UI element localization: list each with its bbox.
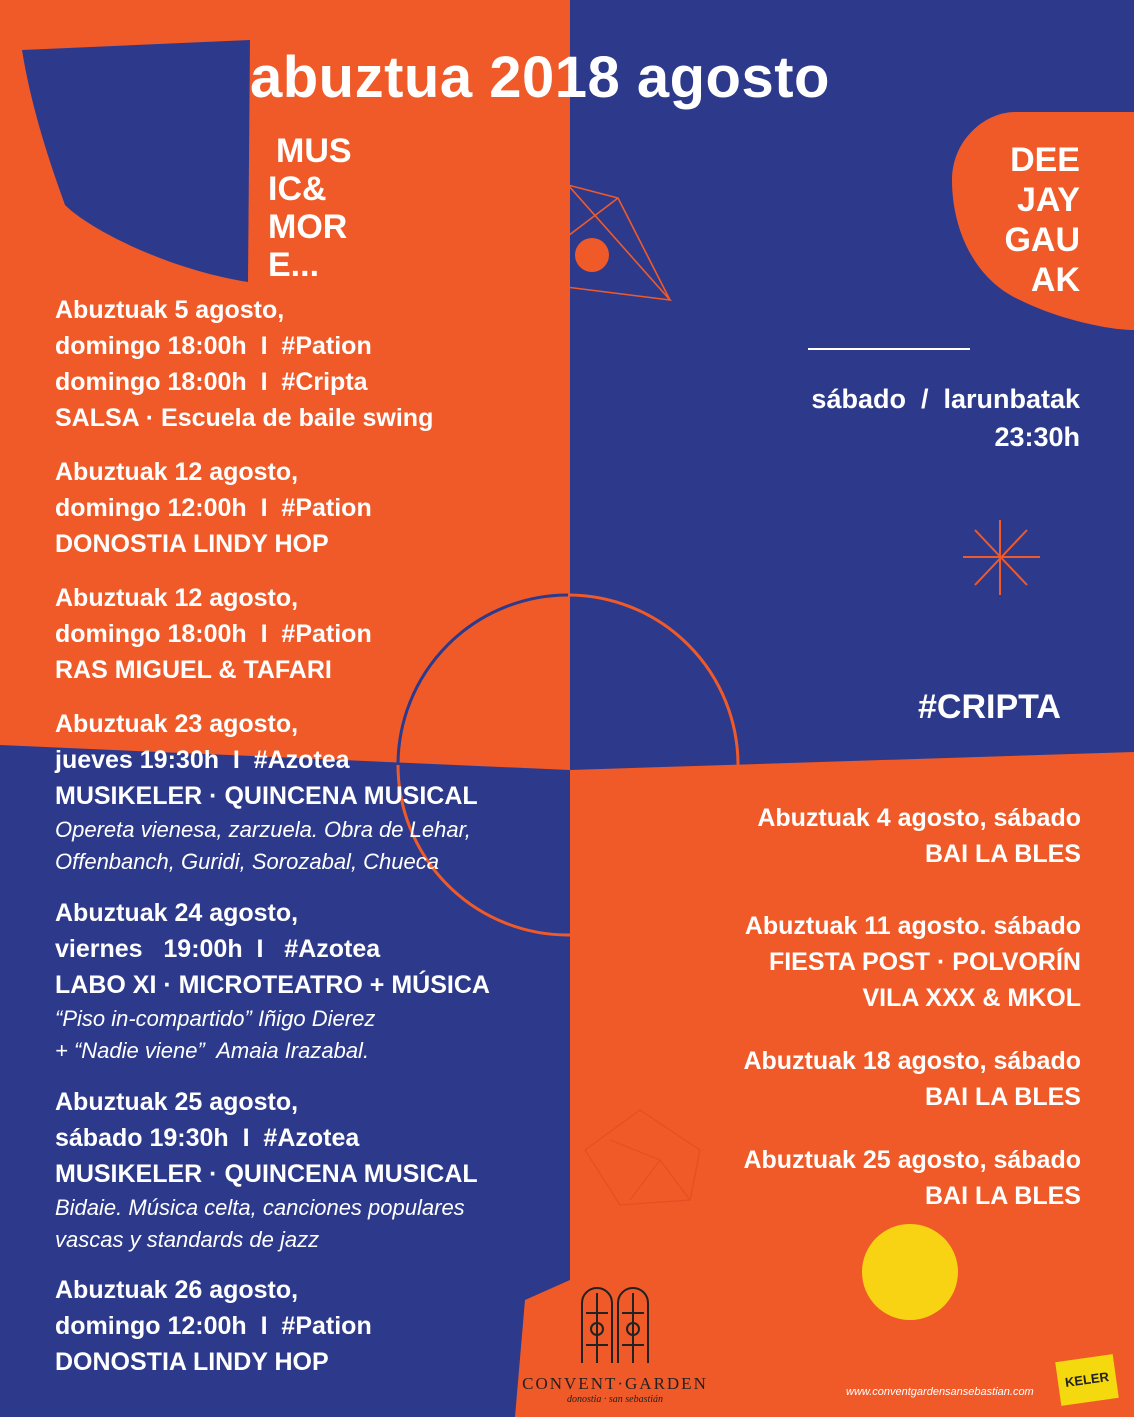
cripta-heading: #CRIPTA [918,688,1061,726]
event-line: domingo 18:00h I #Pation [55,332,372,360]
cripta-event-line: FIESTA POST · POLVORÍN [768,948,1081,976]
event-line: LABO XI · MICROTEATRO + MÚSICA [55,971,490,999]
deejay-line: JAY [1016,181,1080,219]
poster-title: abuztua 2018 agosto [250,45,830,110]
event-line: DONOSTIA LINDY HOP [55,1348,329,1376]
cripta-event [745,908,1081,1016]
event-date: Abuztuak 12 agosto, [55,458,299,486]
event-date: Abuztuak 25 agosto, [55,1088,299,1116]
cripta-event [743,1142,1081,1214]
keler-sponsor-logo: KELER [1055,1354,1119,1406]
deejay-line: AK [1030,261,1080,299]
event-date: Abuztuak 26 agosto, [55,1276,299,1304]
mus-line: E... [268,246,320,284]
cripta-event-date: Abuztuak 25 agosto, sábado [743,1146,1081,1174]
logo-subtitle: donostia · san sebastián [566,1394,664,1405]
music-and-more-label [268,132,352,284]
event-block [55,580,372,688]
event-line: jueves 19:30h I #Azotea [55,746,350,774]
convent-garden-logo [520,1285,710,1405]
event-line: domingo 18:00h I #Cripta [55,368,368,396]
schedule-day: sábado / larunbatak [811,384,1080,414]
event-line: viernes 19:00h I #Azotea [55,935,381,963]
cripta-event-date: Abuztuak 18 agosto, sábado [743,1047,1081,1075]
mus-line: MOR [268,208,348,246]
event-block [55,1272,372,1380]
cripta-event-date: Abuztuak 11 agosto. sábado [744,912,1081,940]
cripta-event-line: BAI LA BLES [924,840,1081,868]
orange-dot [575,238,609,272]
event-line: MUSIKELER · QUINCENA MUSICAL [55,782,478,810]
mus-line: MUS [276,132,352,170]
cripta-event-line: BAI LA BLES [924,1182,1081,1210]
website-link[interactable]: www.conventgardensansebastian.com [846,1386,1034,1398]
event-note: Offenbanch, Guridi, Sorozabal, Chueca [55,849,440,874]
event-note: “Piso in-compartido” Iñigo Dierez [55,1006,376,1031]
event-block [55,292,433,436]
event-date: Abuztuak 12 agosto, [55,584,299,612]
event-line: RAS MIGUEL & TAFARI [55,656,332,684]
event-line: SALSA · Escuela de baile swing [55,404,434,432]
event-line: domingo 18:00h I #Pation [55,620,372,648]
deejay-line: GAU [1004,221,1080,259]
event-date: Abuztuak 24 agosto, [55,899,299,927]
event-line: DONOSTIA LINDY HOP [55,530,329,558]
arch-doors-icon [578,1285,652,1365]
event-note: vascas y standards de jazz [55,1227,320,1252]
schedule-time: 23:30h [994,422,1080,452]
event-date: Abuztuak 5 agosto, [55,296,285,324]
event-note: Opereta vienesa, zarzuela. Obra de Lehar, [55,817,471,842]
yellow-sun [862,1224,958,1320]
event-block [55,1084,478,1256]
mus-line: IC& [268,170,327,208]
event-note: Bidaie. Música celta, canciones populares [55,1195,465,1220]
deejay-schedule [811,380,1080,456]
cripta-event [743,1043,1081,1115]
deejay-line: DEE [1010,141,1080,179]
cripta-event [757,800,1081,872]
event-block [55,895,490,1067]
event-date: Abuztuak 23 agosto, [55,710,299,738]
event-block [55,454,372,562]
logo-name: CONVENT·GARDEN [522,1374,708,1393]
event-line: sábado 19:30h I #Azotea [55,1124,360,1152]
event-line: domingo 12:00h I #Pation [55,494,372,522]
deejay-gauak-label [1004,140,1080,300]
cripta-event-date: Abuztuak 4 agosto, sábado [757,804,1081,832]
event-block [55,706,478,878]
cripta-event-line: BAI LA BLES [924,1083,1081,1111]
event-line: domingo 12:00h I #Pation [55,1312,372,1340]
event-note: + “Nadie viene” Amaia Irazabal. [55,1038,370,1063]
event-line: MUSIKELER · QUINCENA MUSICAL [55,1160,478,1188]
cripta-event-line: VILA XXX & MKOL [862,984,1081,1012]
